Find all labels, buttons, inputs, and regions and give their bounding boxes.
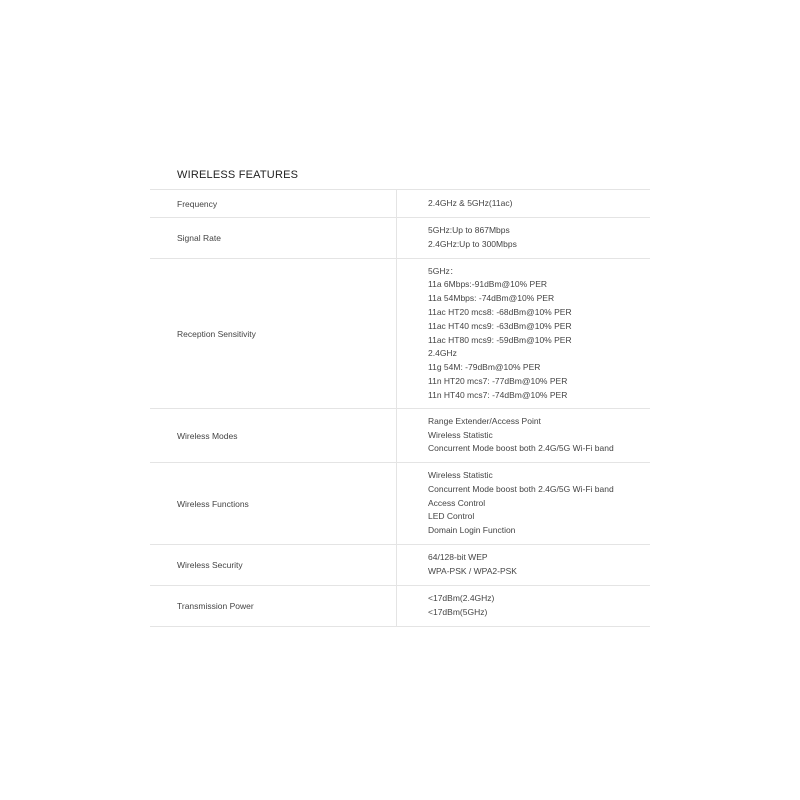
spec-value: 11a 54Mbps: -74dBm@10% PER <box>428 293 555 304</box>
spec-values <box>397 190 650 217</box>
spec-label: Wireless Functions <box>150 463 397 544</box>
spec-label: Transmission Power <box>150 586 397 626</box>
spec-values <box>397 545 650 585</box>
spec-value: 11ac HT40 mcs9: -63dBm@10% PER <box>428 320 572 331</box>
spec-values <box>397 463 650 544</box>
spec-value: <17dBm(5GHz) <box>428 607 488 617</box>
spec-value: 11ac HT80 mcs9: -59dBm@10% PER <box>428 334 572 345</box>
section-title: WIRELESS FEATURES <box>150 164 650 190</box>
spec-value: <17dBm(2.4GHz) <box>428 593 495 604</box>
spec-value: Concurrent Mode boost both 2.4G/5G Wi-Fi band <box>428 483 614 494</box>
spec-row-wireless-functions <box>150 463 650 545</box>
spec-row-wireless-security <box>150 545 650 586</box>
spec-label: Wireless Security <box>150 545 397 585</box>
spec-value: 64/128-bit WEP <box>428 552 488 563</box>
spec-values <box>397 218 650 258</box>
spec-value: Wireless Statistic <box>428 470 493 480</box>
spec-value: Access Control <box>428 497 486 508</box>
spec-value: 11ac HT20 mcs8: -68dBm@10% PER <box>428 306 572 317</box>
spec-value: Range Extender/Access Point <box>428 415 541 426</box>
spec-value: LED Control <box>428 511 475 522</box>
spec-values <box>397 586 650 626</box>
spec-label: Frequency <box>150 190 397 217</box>
spec-value: Wireless Statistic <box>428 429 493 440</box>
spec-value: 2.4GHz:Up to 300Mbps <box>428 239 517 249</box>
spec-value: 2.4GHz & 5GHz(11ac) <box>428 197 513 208</box>
spec-values <box>397 259 650 408</box>
spec-value: 5GHz： <box>428 265 459 276</box>
spec-label: Signal Rate <box>150 218 397 258</box>
spec-value: 11a 6Mbps:-91dBm@10% PER <box>428 279 548 290</box>
spec-value: 11g 54M: -79dBm@10% PER <box>428 362 541 373</box>
spec-row-transmission-power <box>150 586 650 627</box>
spec-value: 11n HT40 mcs7: -74dBm@10% PER <box>428 389 568 400</box>
spec-value: 5GHz:Up to 867Mbps <box>428 225 510 236</box>
spec-row-reception-sensitivity <box>150 259 650 409</box>
spec-label: Reception Sensitivity <box>150 259 397 408</box>
wireless-features-section <box>150 164 650 627</box>
spec-value: 2.4GHz <box>428 348 457 359</box>
spec-value: 11n HT20 mcs7: -77dBm@10% PER <box>428 375 568 386</box>
spec-row-wireless-modes <box>150 409 650 463</box>
spec-value: Domain Login Function <box>428 525 516 536</box>
spec-value: WPA-PSK / WPA2-PSK <box>428 566 517 576</box>
spec-values <box>397 409 650 462</box>
spec-row-frequency <box>150 190 650 218</box>
spec-value: Concurrent Mode boost both 2.4G/5G Wi-Fi band <box>428 443 614 454</box>
spec-label: Wireless Modes <box>150 409 397 462</box>
spec-row-signal-rate <box>150 218 650 259</box>
